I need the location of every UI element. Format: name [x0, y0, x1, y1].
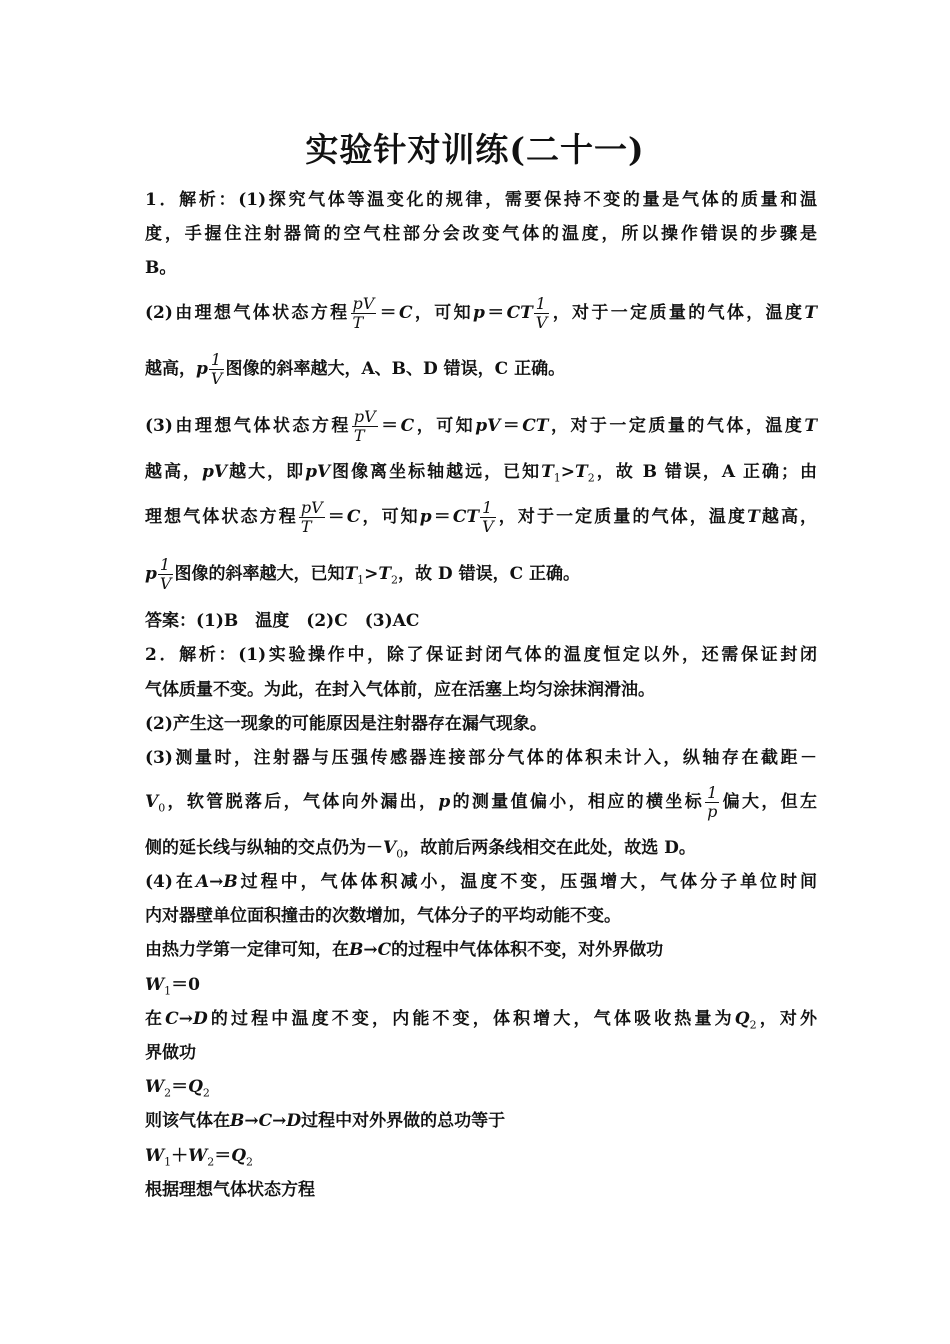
- q2-line-12: 界做功: [145, 1043, 196, 1063]
- fraction-pv-over-t: $\frac{pV}{T}$: [353, 407, 376, 445]
- q1-line-3: B。: [145, 258, 177, 278]
- answer-1: 答案：(1)B 温度 (2)C (3)AC: [145, 611, 420, 631]
- q1-part2-line-2: 越高，p $\frac{1}{V}$ 图像的斜率越大，A、B、D 错误，C 正确。: [145, 350, 566, 388]
- q1-part3-line-1: (3)由理想气体状态方程 $\frac{pV}{T}$ ＝C，可知pV＝CT，对于一定质量的气体，温度T: [145, 407, 818, 445]
- fraction-1-over-v: $\frac{1}{V}$: [159, 555, 172, 593]
- q1-part2-line-1: (2)由理想气体状态方程 $\frac{pV}{T}$ ＝C，可知p＝CT $\frac{1}{V}$ ，对于一定质量的气体，温度T: [145, 294, 818, 332]
- q1-part3-line-4: p $\frac{1}{V}$ 图像的斜率越大，已知$T_1>T_2$，故 D 错误，C 正确。: [145, 555, 581, 593]
- q2-line-4: (3)测量时，注射器与压强传感器连接部分气体的体积未计入，纵轴存在截距－: [145, 748, 817, 768]
- q2-line-5: $V_0$，软管脱落后，气体向外漏出，p的测量值偏小，相应的横坐标 $\frac{1}{p}$ 偏大，但左: [145, 783, 818, 821]
- q1-line-2: 度，手握住注射器筒的空气柱部分会改变气体的温度，所以操作错误的步骤是: [145, 224, 817, 244]
- fraction-1-over-v: $\frac{1}{V}$: [482, 498, 494, 536]
- fraction-1-over-p: $\frac{1}{p}$: [707, 783, 718, 821]
- q1-line-1: 1．解析：(1)探究气体等温变化的规律，需要保持不变的量是气体的质量和温: [145, 190, 817, 210]
- q1-part3-line-2: 越高，pV越大，即pV图像离坐标轴越远，已知$T_1>T_2$，故 B 错误，A 正确；由: [145, 462, 817, 485]
- q2-line-13: $W_2=Q_2$: [145, 1077, 210, 1100]
- q2-line-3: (2)产生这一现象的可能原因是注射器存在漏气现象。: [145, 714, 547, 734]
- fraction-pv-over-t: $\frac{pV}{T}$: [300, 498, 323, 536]
- q2-line-14: 则该气体在B→C→D过程中对外界做的总功等于: [145, 1111, 506, 1131]
- q2-line-2: 气体质量不变。为此，在封入气体前，应在活塞上均匀涂抹润滑油。: [145, 680, 655, 700]
- q2-line-16: 根据理想气体状态方程: [145, 1180, 315, 1200]
- fraction-1-over-v: $\frac{1}{V}$: [535, 294, 548, 332]
- q2-line-1: 2．解析：(1)实验操作中，除了保证封闭气体的温度恒定以外，还需保证封闭: [145, 645, 817, 665]
- fraction-pv-over-t: $\frac{pV}{T}$: [352, 294, 375, 332]
- page-title: 实验针对训练(二十一): [305, 130, 645, 169]
- q1-part3-line-3: 理想气体状态方程 $\frac{pV}{T}$ ＝C，可知p＝CT $\frac{1}{V}$ ，对于一定质量的气体，温度T越高，: [145, 498, 818, 536]
- fraction-1-over-v: $\frac{1}{V}$: [210, 350, 223, 388]
- q2-line-7: (4)在A→B过程中，气体体积减小，温度不变，压强增大，气体分子单位时间: [145, 872, 818, 892]
- q2-line-10: $W_1=0$: [145, 975, 200, 998]
- q2-line-11: 在C→D的过程中温度不变，内能不变，体积增大，气体吸收热量为$Q_2$，对外: [145, 1009, 818, 1032]
- q2-line-8: 内对器壁单位面积撞击的次数增加，气体分子的平均动能不变。: [145, 906, 621, 926]
- q2-line-6: 侧的延长线与纵轴的交点仍为$-V_0$，故前后两条线相交在此处，故选 D。: [145, 838, 696, 861]
- q2-line-15: $W_1+W_2=Q_2$: [145, 1146, 253, 1169]
- q2-line-9: 由热力学第一定律可知，在B→C的过程中气体体积不变，对外界做功: [145, 940, 664, 960]
